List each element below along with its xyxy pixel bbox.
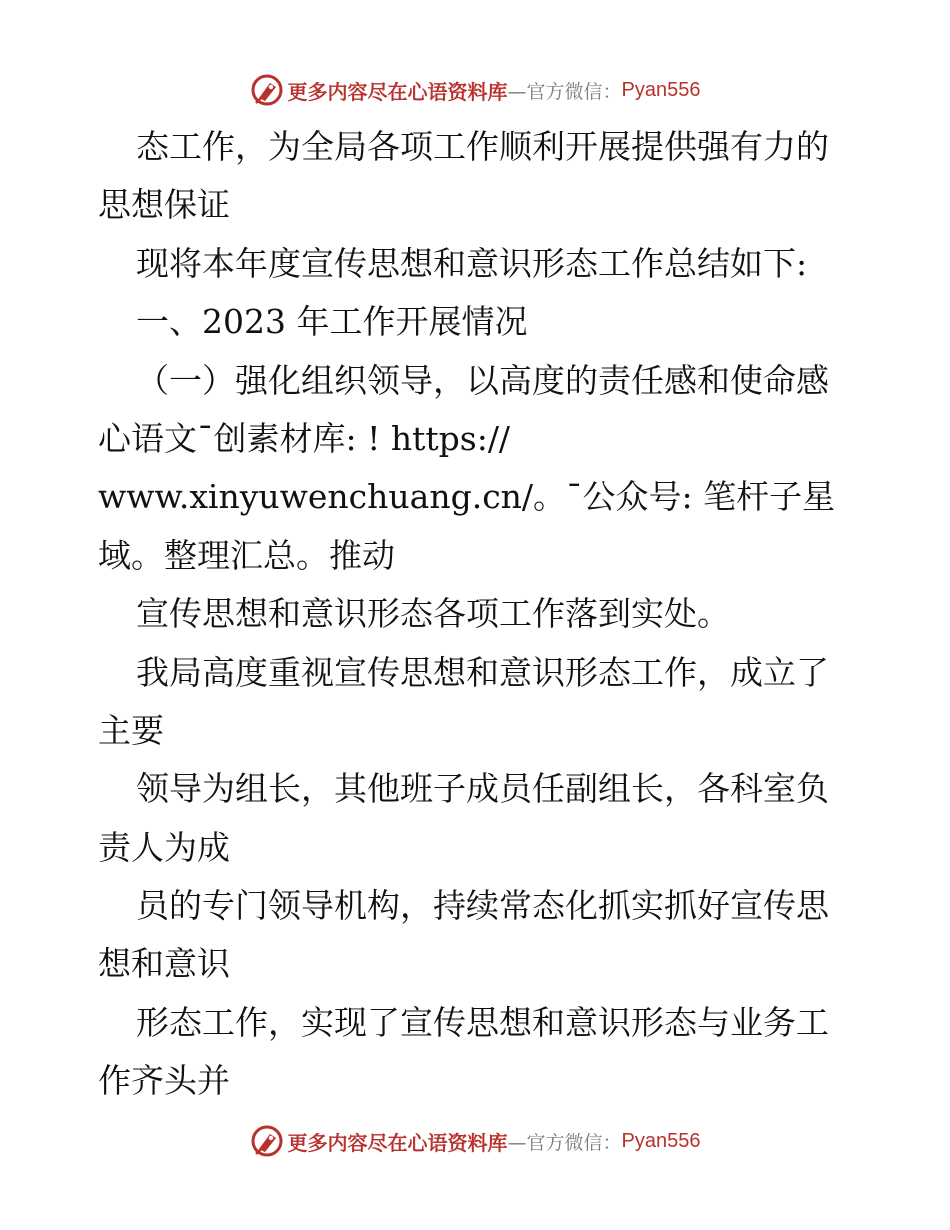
- text-line: 作齐头并: [98, 1061, 230, 1101]
- text-line: 想和意识: [98, 944, 230, 984]
- text-line: 心语文¯创素材库: ! https://: [98, 418, 511, 458]
- text-line: www.xinyuwenchuang.cn/。¯公众号: 笔杆子星: [98, 477, 836, 517]
- subsection-heading: （一）强化组织领导，以高度的责任感和使命感: [136, 360, 829, 400]
- header-banner-id: Pyan556: [621, 78, 701, 101]
- text-line: 态工作，为全局各项工作顺利开展提供强有力的: [136, 127, 829, 166]
- document-body: [98, 118, 858, 1111]
- pen-nib-logo-icon: [250, 1124, 284, 1158]
- text-line: 领导为组长，其他班子成员任副组长，各科室负: [136, 769, 829, 809]
- text-line: 域。整理汇总。推动: [98, 535, 395, 575]
- text-line: 主要: [98, 710, 164, 750]
- header-banner-official: —官方微信：: [507, 80, 622, 103]
- header-watermark-banner: [0, 70, 950, 110]
- footer-banner-text: 更多内容尽在心语资料库: [287, 1130, 508, 1155]
- footer-banner-id: Pyan556: [621, 1129, 701, 1152]
- text-line: 员的专门领导机构，持续常态化抓实抓好宣传思: [136, 886, 829, 926]
- footer-banner-official: —官方微信：: [507, 1131, 622, 1154]
- header-banner-text: 更多内容尽在心语资料库: [287, 79, 508, 104]
- pen-nib-logo-icon: [250, 73, 284, 107]
- text-line: 思想保证: [98, 185, 230, 225]
- text-line: 宣传思想和意识形态各项工作落到实处。: [136, 594, 730, 634]
- text-line: 责人为成: [98, 827, 230, 867]
- footer-watermark-banner: [0, 1121, 950, 1161]
- text-line: 现将本年度宣传思想和意识形态工作总结如下:: [136, 243, 808, 283]
- section-heading: 一、2023 年工作开展情况: [136, 302, 528, 342]
- text-line: 形态工作，实现了宣传思想和意识形态与业务工: [136, 1002, 829, 1042]
- text-line: 我局高度重视宣传思想和意识形态工作，成立了: [136, 652, 829, 692]
